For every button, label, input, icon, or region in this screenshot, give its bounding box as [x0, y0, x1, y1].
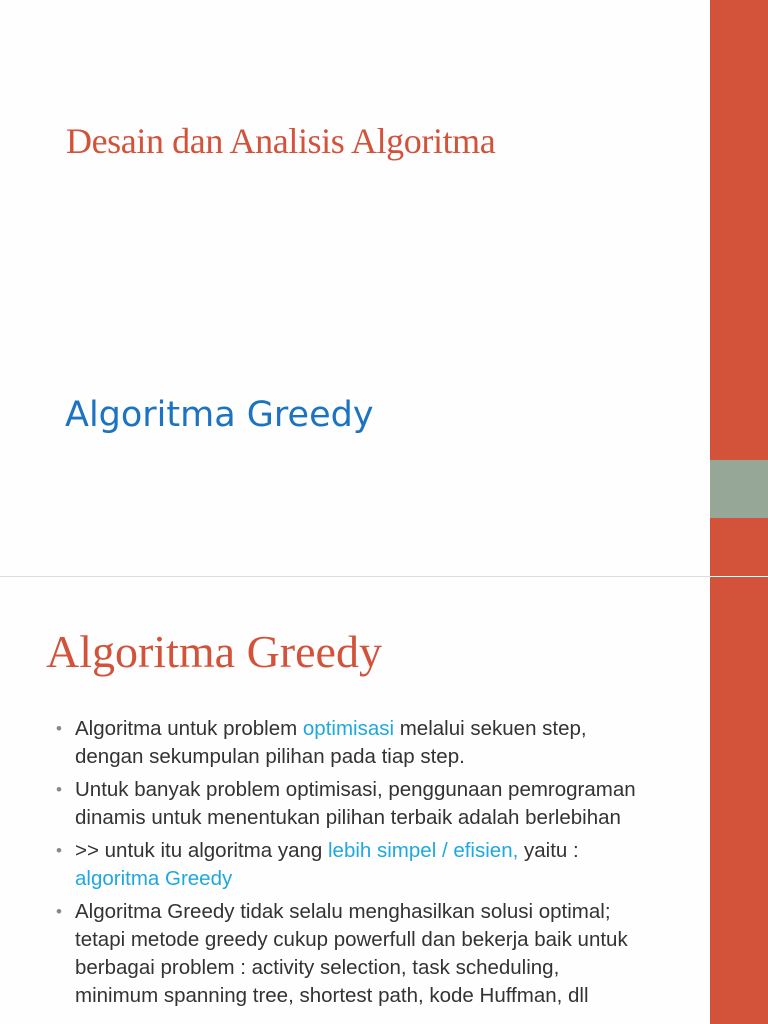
bullet-item — [56, 715, 696, 771]
highlight-term: optimisasi — [302, 717, 395, 740]
bullet-text: Untuk banyak problem optimisasi, penggunaan pemrograman dinamis untuk menentukan pilihan terbaik adalah berlebihan — [75, 778, 636, 829]
content-slide-title: Algoritma Greedy — [46, 626, 382, 677]
bullet-dot-icon: • — [56, 719, 62, 738]
slide-accent-block — [710, 460, 768, 518]
bullet-text: Algoritma untuk problem optimisasi melalui sekuen step, dengan sekumpulan pilihan pada tiap step. — [75, 717, 587, 768]
bullet-item — [56, 776, 696, 832]
bullet-item — [56, 898, 696, 1010]
bullet-text: >> untuk itu algoritma yang lebih simpel / efisien, yaitu : algoritma Greedy — [75, 839, 579, 890]
bullet-dot-icon: • — [56, 902, 62, 921]
bullet-list — [56, 715, 696, 1015]
highlight-term: lebih simpel / efisien, — [328, 839, 519, 862]
highlight-term: algoritma Greedy — [75, 867, 233, 890]
bullet-item — [56, 837, 696, 893]
slide-subtitle: Algoritma Greedy — [65, 395, 374, 435]
bullet-text: Algoritma Greedy tidak selalu menghasilkan solusi optimal; tetapi metode greedy cukup powerfull dan bekerja baik untuk berbagai problem : activity selection, task scheduling, minimum spanning tree, shortest path, kode Huffman, dll — [75, 900, 628, 1007]
slide-title: Desain dan Analisis Algoritma — [66, 121, 496, 161]
bullet-dot-icon: • — [56, 780, 62, 799]
bullet-dot-icon: • — [56, 841, 62, 860]
slide-accent-bar — [710, 577, 768, 1024]
content-slide — [0, 577, 768, 1024]
